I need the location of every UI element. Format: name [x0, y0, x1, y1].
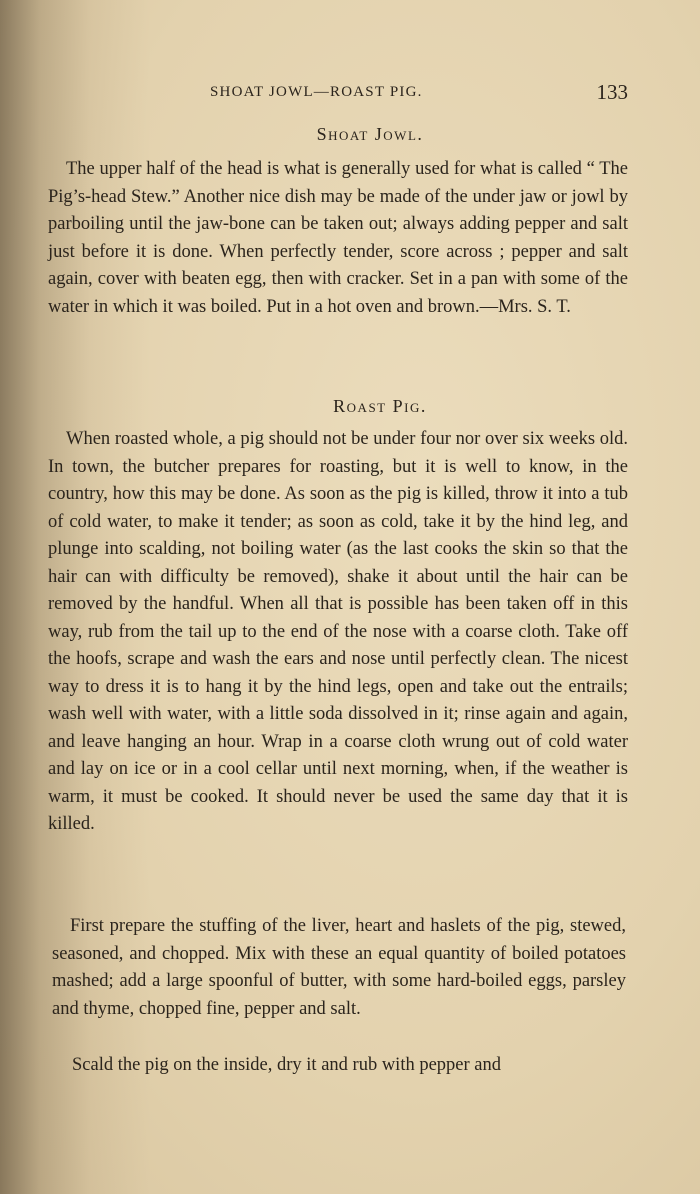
- paragraph-roast-pig-preparation: When roasted whole, a pig should not be under four nor over six weeks old. In town, the butcher prepares for roasting, but it is well to know, in the country, how this may be done. As soon as the pig is killed, throw it into a tub of cold water, to make it tender; as soon as cold, take it by the hind leg, and plunge into scalding, not boiling water (as the last cooks the skin so that the hair can with difficulty be removed), shake it about until the hair can be removed by the handful. When all that is possible has been taken off in this way, rub from the tail up to the end of the nose with a coarse cloth. Take off the hoofs, scrape and wash the ears and nose until perfectly clean. The nicest way to dress it is to hang it by the hind legs, open and take out the entrails; wash well with water, with a little soda dissolved in it; rinse again and again, and leave hanging an hour. Wrap in a coarse cloth wrung out of cold water and lay on ice or in a cool cellar until next morning, when, if the weather is warm, it must be cooked. It should never be used the same day that it is killed.: [48, 429, 628, 834]
- page-header: [210, 80, 630, 106]
- section-title-shoat-jowl: Shoat Jowl.: [316, 124, 424, 144]
- paragraph-shoat-jowl: The upper half of the head is what is generally used for what is called “ The Pig’s-head Stew.” Another nice dish may be made of the under jaw or jowl by parboiling until the jaw-bone can be taken out; always adding pepper and salt just before it is done. When perfectly tender, score across ; pepper and salt again, cover with beaten egg, then with cracker. Set in a pan with some of the water in which it was boiled. Put in a hot oven and brown.—Mrs. S. T.: [48, 159, 628, 317]
- running-head: SHOAT JOWL—ROAST PIG.: [210, 84, 423, 100]
- page-number: 133: [596, 80, 628, 104]
- section-title-roast-pig: Roast Pig.: [333, 396, 427, 416]
- paragraph-roast-pig-stuffing: First prepare the stuffing of the liver, heart and haslets of the pig, stewed, seasoned, and chopped. Mix with these an equal quantity of boiled potatoes mashed; add a large spoonful of butter, with some hard-boiled eggs, parsley and thyme, chopped fine, pepper and salt.: [52, 916, 626, 1019]
- paragraph-roast-pig-scald: Scald the pig on the inside, dry it and rub with pepper and: [72, 1055, 502, 1075]
